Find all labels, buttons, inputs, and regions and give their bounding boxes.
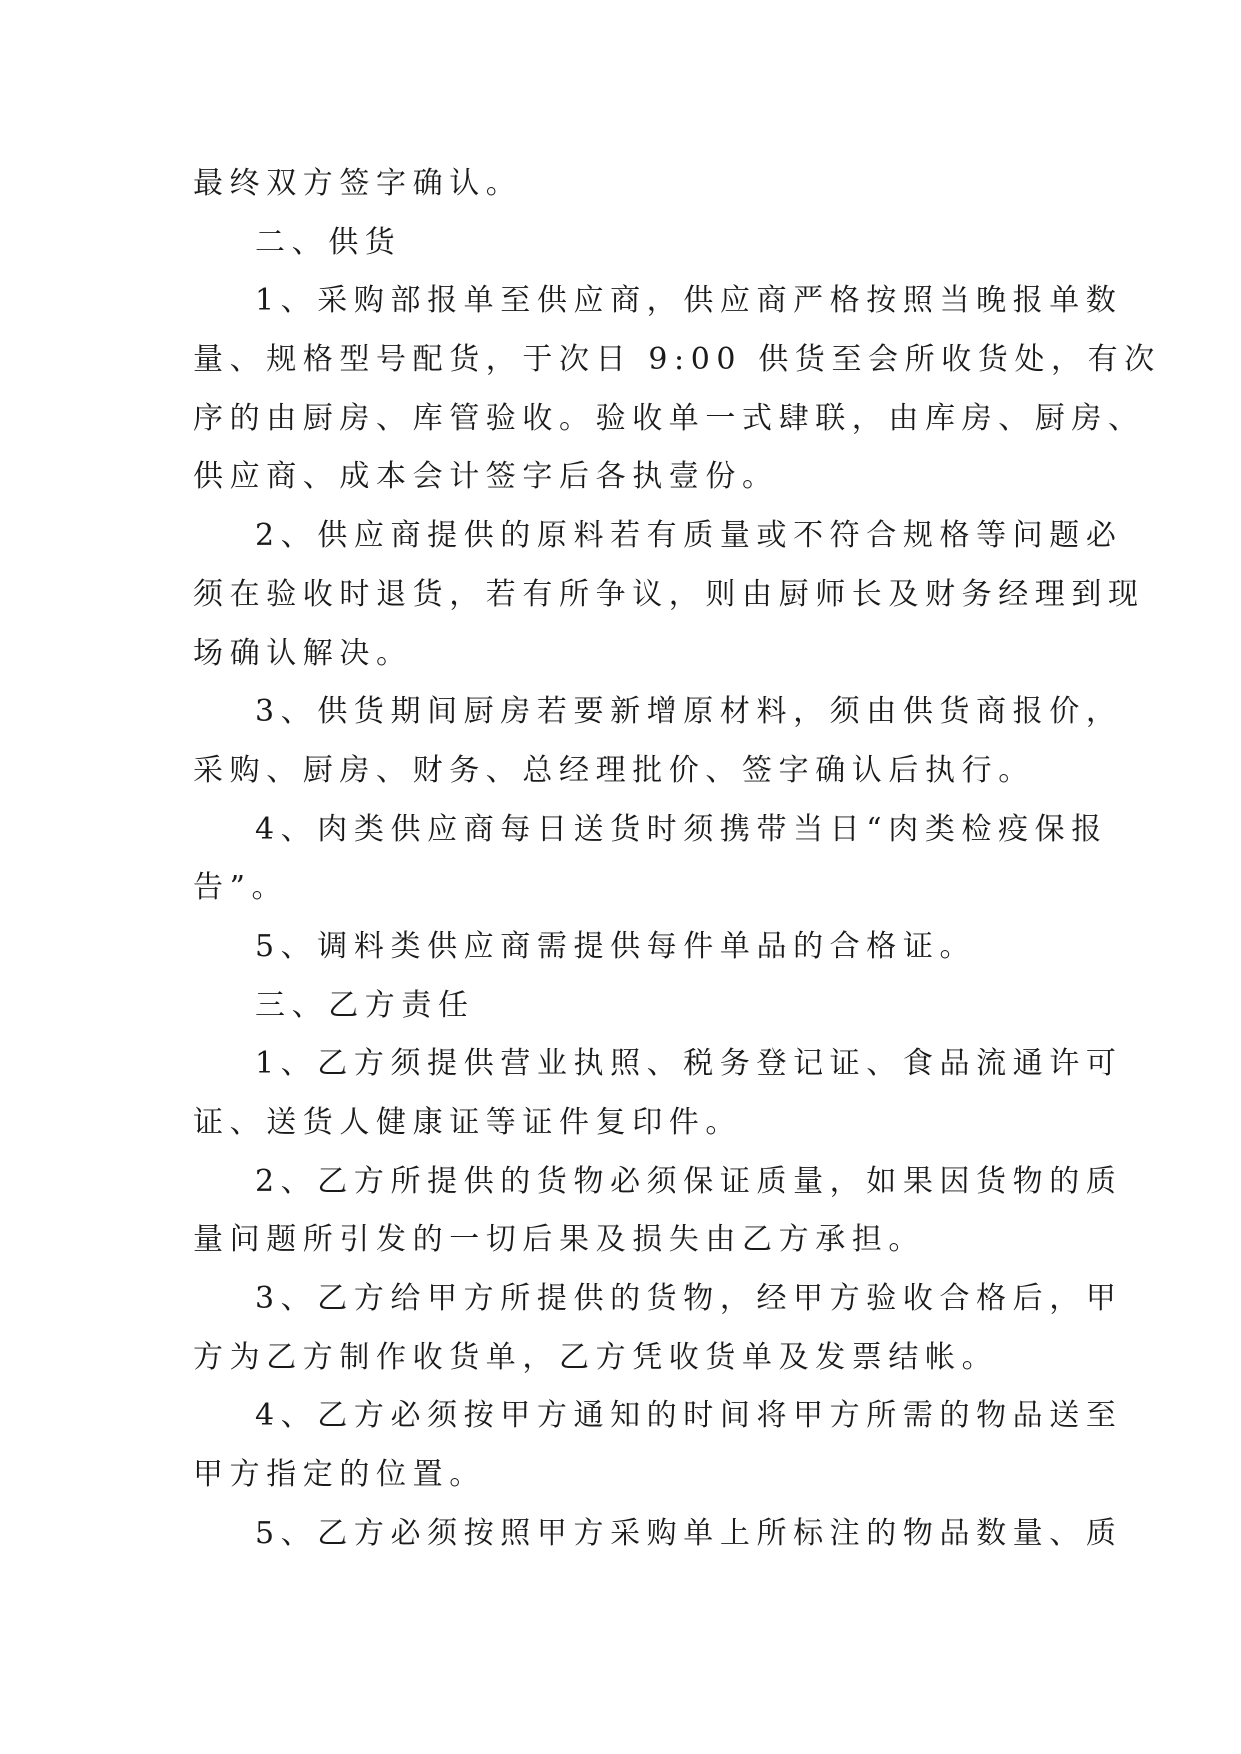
text-line: 2、供应商提供的原料若有质量或不符合规格等问题必 bbox=[255, 518, 1123, 554]
document-page bbox=[193, 155, 1161, 1564]
text-line: 方为乙方制作收货单，乙方凭收货单及发票结帐。 bbox=[193, 1339, 999, 1375]
text-line: 量、规格型号配货，于次日 9:00 供货至会所收货处，有次 bbox=[193, 342, 1161, 378]
text-line: 5、乙方必须按照甲方采购单上所标注的物品数量、质 bbox=[255, 1515, 1123, 1551]
text-line: 1、采购部报单至供应商，供应商严格按照当晚报单数 bbox=[255, 283, 1123, 319]
text-line: 量问题所引发的一切后果及损失由乙方承担。 bbox=[193, 1222, 925, 1258]
text-line: 供应商、成本会计签字后各执壹份。 bbox=[193, 459, 779, 495]
text-line: 须在验收时退货，若有所争议，则由厨师长及财务经理到现 bbox=[193, 576, 1145, 612]
text-line: 4、乙方必须按甲方通知的时间将甲方所需的物品送至 bbox=[255, 1398, 1123, 1434]
text-line: 2、乙方所提供的货物必须保证质量，如果因货物的质 bbox=[255, 1163, 1123, 1199]
text-line: 1、乙方须提供营业执照、税务登记证、食品流通许可 bbox=[255, 1046, 1123, 1082]
text-line: 3、乙方给甲方所提供的货物，经甲方验收合格后，甲 bbox=[255, 1281, 1123, 1317]
text-line: 场确认解决。 bbox=[193, 635, 413, 671]
text-line: 告”。 bbox=[193, 870, 289, 906]
text-line: 甲方指定的位置。 bbox=[193, 1457, 486, 1493]
text-line: 采购、厨房、财务、总经理批价、签字确认后执行。 bbox=[193, 752, 1035, 788]
section-heading-supply: 二、供货 bbox=[255, 224, 402, 260]
text-line: 最终双方签字确认。 bbox=[193, 166, 523, 201]
text-line: 证、送货人健康证等证件复印件。 bbox=[193, 1105, 742, 1140]
text-line: 4、肉类供应商每日送货时须携带当日“肉类检疫保报 bbox=[255, 811, 1108, 847]
text-line: 5、调料类供应商需提供每件单品的合格证。 bbox=[255, 928, 977, 964]
text-line: 3、供货期间厨房若要新增原材料，须由供货商报价， bbox=[255, 694, 1123, 730]
section-heading-party-b-responsibility: 三、乙方责任 bbox=[255, 987, 475, 1023]
text-line: 序的由厨房、库管验收。验收单一式肆联，由库房、厨房、 bbox=[193, 400, 1145, 436]
